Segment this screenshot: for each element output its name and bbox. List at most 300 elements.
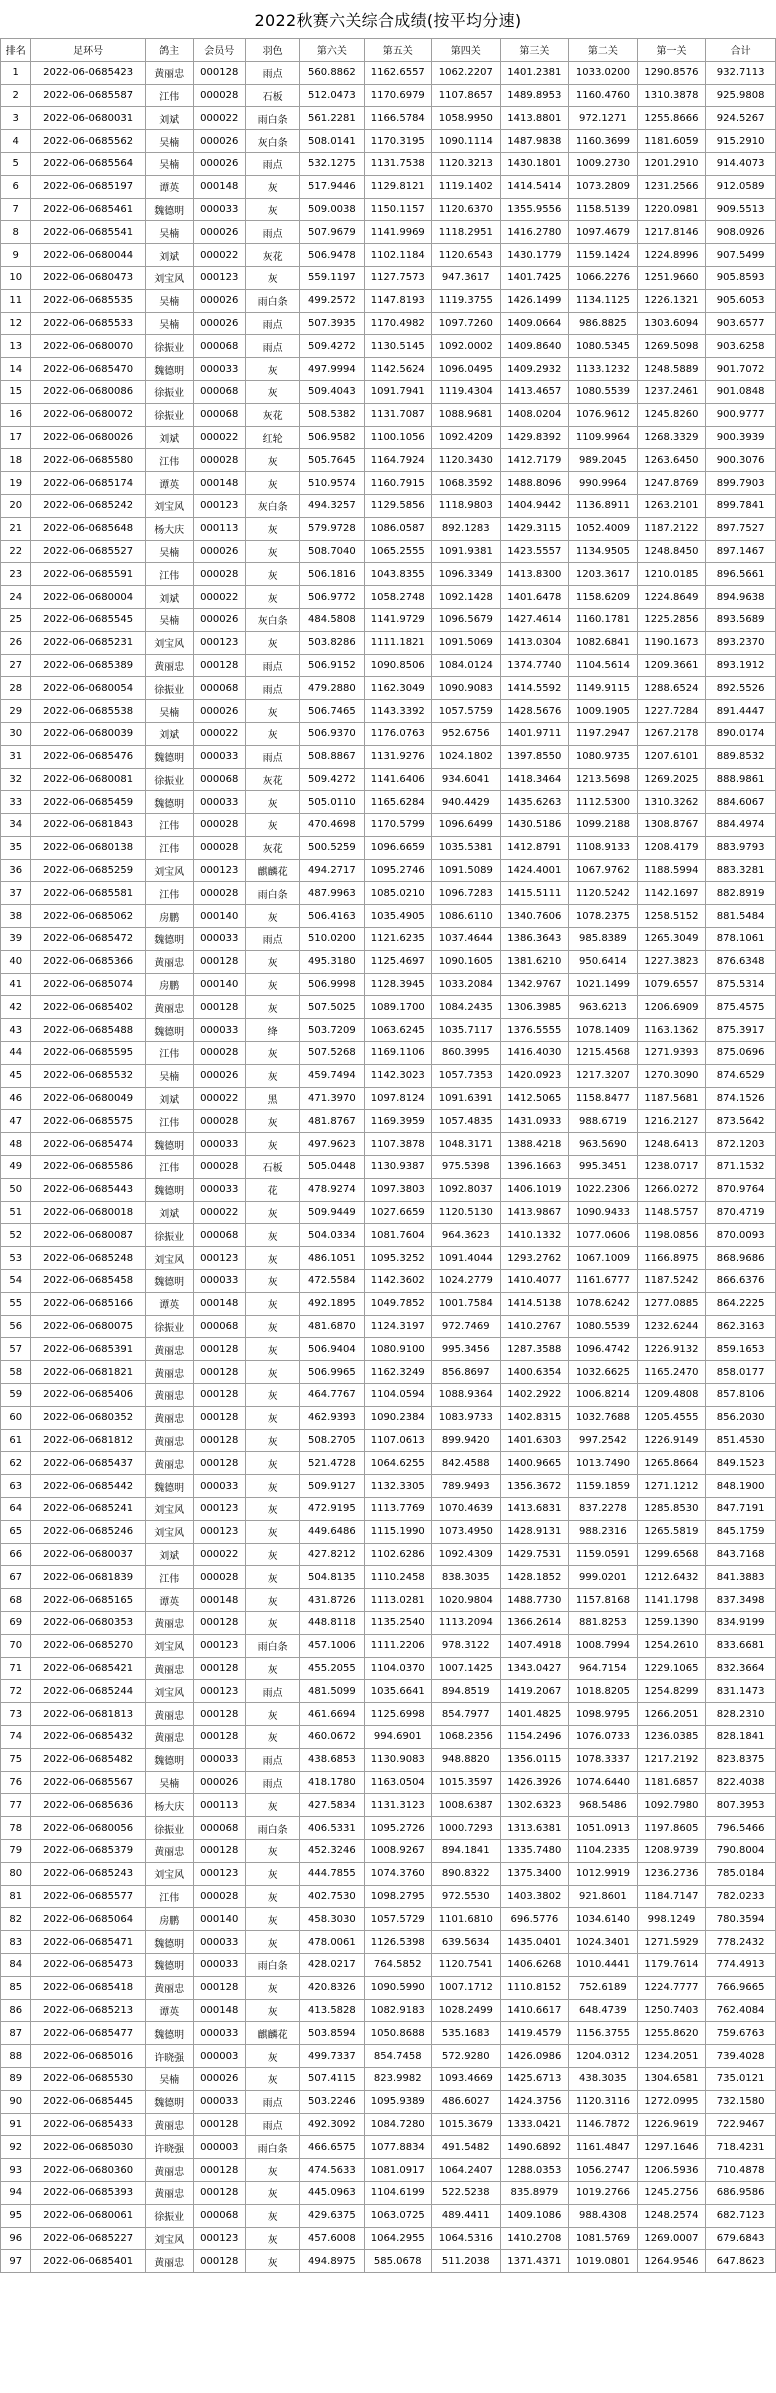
table-cell: 灰: [245, 266, 299, 289]
table-row: [1, 2067, 776, 2090]
table-cell: 黄丽忠: [145, 950, 193, 973]
table-cell: 1111.1821: [364, 631, 431, 654]
table-cell: 509.9449: [300, 1201, 364, 1224]
table-cell: 灰: [245, 1247, 299, 1270]
table-cell: 1101.6810: [432, 1908, 501, 1931]
table-cell: 000026: [193, 289, 245, 312]
table-cell: 灰: [245, 1862, 299, 1885]
table-cell: 903.6577: [706, 312, 776, 335]
table-cell: 1163.1362: [637, 1019, 706, 1042]
table-cell: 883.9793: [706, 836, 776, 859]
table-cell: 000028: [193, 1566, 245, 1589]
table-cell: 1335.7480: [500, 1839, 569, 1862]
table-cell: 000026: [193, 1064, 245, 1087]
table-cell: 房鹏: [145, 905, 193, 928]
table-cell: 刘斌: [145, 244, 193, 267]
table-cell: 1081.7604: [364, 1224, 431, 1247]
table-cell: 972.1271: [569, 107, 638, 130]
table-cell: 1238.0717: [637, 1156, 706, 1179]
table-cell: 江伟: [145, 1110, 193, 1133]
table-cell: 823.8375: [706, 1748, 776, 1771]
table-cell: 505.0110: [300, 791, 364, 814]
table-cell: 2022-06-0685166: [31, 1292, 145, 1315]
table-cell: 2022-06-0685406: [31, 1384, 145, 1407]
table-cell: 58: [1, 1361, 31, 1384]
table-cell: 33: [1, 791, 31, 814]
table-cell: 灰白条: [245, 130, 299, 153]
table-cell: 黄丽忠: [145, 1839, 193, 1862]
table-cell: 759.6763: [706, 2022, 776, 2045]
table-cell: 000148: [193, 175, 245, 198]
table-cell: 1401.4825: [500, 1703, 569, 1726]
table-cell: 4: [1, 130, 31, 153]
table-cell: 刘斌: [145, 426, 193, 449]
table-cell: 492.3092: [300, 2113, 364, 2136]
table-cell: 000068: [193, 1224, 245, 1247]
table-cell: 2022-06-0680056: [31, 1817, 145, 1840]
table-cell: 54: [1, 1270, 31, 1293]
table-cell: 000113: [193, 1794, 245, 1817]
table-row: [1, 517, 776, 540]
table-cell: 1226.9149: [637, 1429, 706, 1452]
table-cell: 2022-06-0680081: [31, 768, 145, 791]
table-cell: 吴楠: [145, 312, 193, 335]
table-cell: 1306.3985: [500, 996, 569, 1019]
table-cell: 1176.0763: [364, 722, 431, 745]
table-cell: 883.3281: [706, 859, 776, 882]
table-cell: 000128: [193, 996, 245, 1019]
table-cell: 510.9574: [300, 472, 364, 495]
table-cell: 782.0233: [706, 1885, 776, 1908]
table-cell: 000033: [193, 2090, 245, 2113]
table-cell: 1413.8300: [500, 563, 569, 586]
table-cell: 2022-06-0685474: [31, 1133, 145, 1156]
table-cell: 1415.5111: [500, 882, 569, 905]
table-cell: 灰: [245, 2204, 299, 2227]
table-cell: 魏德明: [145, 1133, 193, 1156]
table-cell: 648.4739: [569, 1999, 638, 2022]
table-cell: 27: [1, 654, 31, 677]
table-cell: 000022: [193, 426, 245, 449]
table-cell: 1095.2726: [364, 1817, 431, 1840]
table-cell: 494.8975: [300, 2250, 364, 2273]
table-cell: 73: [1, 1703, 31, 1726]
table-cell: 2022-06-0680031: [31, 107, 145, 130]
table-cell: 000128: [193, 1703, 245, 1726]
table-cell: 472.5584: [300, 1270, 364, 1293]
column-header: 足环号: [31, 39, 145, 62]
table-cell: 32: [1, 768, 31, 791]
table-cell: 1091.7941: [364, 380, 431, 403]
table-cell: 1413.8801: [500, 107, 569, 130]
table-cell: 魏德明: [145, 791, 193, 814]
table-cell: 832.3664: [706, 1657, 776, 1680]
table-cell: 2022-06-0685527: [31, 540, 145, 563]
table-cell: 1489.8953: [500, 84, 569, 107]
table-cell: 1401.6478: [500, 586, 569, 609]
table-cell: 1128.3945: [364, 973, 431, 996]
table-cell: 2022-06-0685379: [31, 1839, 145, 1862]
table-row: [1, 1657, 776, 1680]
table-cell: 魏德明: [145, 1270, 193, 1293]
table-cell: 1051.0913: [569, 1817, 638, 1840]
table-cell: 1208.9739: [637, 1839, 706, 1862]
table-cell: 雨点: [245, 312, 299, 335]
table-cell: 吴楠: [145, 289, 193, 312]
table-cell: 1427.4614: [500, 608, 569, 631]
table-cell: 1201.2910: [637, 152, 706, 175]
table-cell: 1113.0281: [364, 1589, 431, 1612]
table-row: [1, 130, 776, 153]
table-cell: 1088.9681: [432, 403, 501, 426]
table-cell: 1107.8657: [432, 84, 501, 107]
table-cell: 1146.7872: [569, 2113, 638, 2136]
table-cell: 1078.3337: [569, 1748, 638, 1771]
table-cell: 882.8919: [706, 882, 776, 905]
table-row: [1, 905, 776, 928]
table-cell: 1227.3823: [637, 950, 706, 973]
table-cell: 900.3076: [706, 449, 776, 472]
table-cell: 1009.2730: [569, 152, 638, 175]
table-cell: 1169.3959: [364, 1110, 431, 1133]
table-cell: 灰: [245, 1703, 299, 1726]
table-cell: 2022-06-0685062: [31, 905, 145, 928]
table-cell: 503.2246: [300, 2090, 364, 2113]
table-cell: 900.3939: [706, 426, 776, 449]
table-cell: 884.6067: [706, 791, 776, 814]
table-cell: 1129.8121: [364, 175, 431, 198]
table-cell: 1258.5152: [637, 905, 706, 928]
table-cell: 86: [1, 1999, 31, 2022]
table-cell: 江伟: [145, 449, 193, 472]
table-cell: 1091.9381: [432, 540, 501, 563]
table-cell: 1277.0885: [637, 1292, 706, 1315]
table-cell: 97: [1, 2250, 31, 2273]
table-cell: 10: [1, 266, 31, 289]
table-cell: 2022-06-0681839: [31, 1566, 145, 1589]
table-cell: 449.6486: [300, 1520, 364, 1543]
table-cell: 2022-06-0685595: [31, 1042, 145, 1065]
table-cell: 灰: [245, 1133, 299, 1156]
table-cell: 2022-06-0680018: [31, 1201, 145, 1224]
table-cell: 1157.8168: [569, 1589, 638, 1612]
table-cell: 1126.5398: [364, 1931, 431, 1954]
table-cell: 麒麟花: [245, 2022, 299, 2045]
table-cell: 灰: [245, 1885, 299, 1908]
table-cell: 1198.0856: [637, 1224, 706, 1247]
table-cell: 505.7645: [300, 449, 364, 472]
table-cell: 徐振业: [145, 1315, 193, 1338]
table-cell: 481.8767: [300, 1110, 364, 1133]
table-cell: 黄丽忠: [145, 1384, 193, 1407]
table-cell: 灰: [245, 700, 299, 723]
table-cell: 1217.3207: [569, 1064, 638, 1087]
table-cell: 2022-06-0685581: [31, 882, 145, 905]
table-cell: 460.0672: [300, 1725, 364, 1748]
table-cell: 21: [1, 517, 31, 540]
table-cell: 1412.7179: [500, 449, 569, 472]
table-cell: 74: [1, 1725, 31, 1748]
table-cell: 2022-06-0685586: [31, 1156, 145, 1179]
table-cell: 1080.5539: [569, 1315, 638, 1338]
table-cell: 461.6694: [300, 1703, 364, 1726]
table-cell: 1170.4982: [364, 312, 431, 335]
table-cell: 000123: [193, 1862, 245, 1885]
table-cell: 000033: [193, 198, 245, 221]
table-cell: 785.0184: [706, 1862, 776, 1885]
table-cell: 1100.1056: [364, 426, 431, 449]
table-cell: 1435.0401: [500, 1931, 569, 1954]
table-cell: 1409.8640: [500, 335, 569, 358]
table-cell: 1119.3755: [432, 289, 501, 312]
table-cell: 000026: [193, 2067, 245, 2090]
table-cell: 江伟: [145, 1042, 193, 1065]
table-cell: 灰: [245, 1520, 299, 1543]
table-cell: 61: [1, 1429, 31, 1452]
table-cell: 2022-06-0685246: [31, 1520, 145, 1543]
table-cell: 790.8004: [706, 1839, 776, 1862]
table-cell: 1076.0733: [569, 1725, 638, 1748]
table-cell: 2022-06-0685532: [31, 1064, 145, 1087]
table-cell: 1366.2614: [500, 1611, 569, 1634]
table-cell: 雨点: [245, 1748, 299, 1771]
table-cell: 灰: [245, 1657, 299, 1680]
table-row: [1, 608, 776, 631]
table-cell: 870.4719: [706, 1201, 776, 1224]
table-cell: 2022-06-0685473: [31, 1953, 145, 1976]
table-cell: 49: [1, 1156, 31, 1179]
table-cell: 1254.8299: [637, 1680, 706, 1703]
table-cell: 995.3451: [569, 1156, 638, 1179]
table-cell: 魏德明: [145, 1748, 193, 1771]
table-row: [1, 1201, 776, 1224]
table-row: [1, 1452, 776, 1475]
table-cell: 1074.6440: [569, 1771, 638, 1794]
table-cell: 934.6041: [432, 768, 501, 791]
table-cell: 1119.4304: [432, 380, 501, 403]
table-cell: 000140: [193, 973, 245, 996]
table-row: [1, 1178, 776, 1201]
table-cell: 2022-06-0685402: [31, 996, 145, 1019]
column-header: 第二关: [569, 39, 638, 62]
table-cell: 1209.3661: [637, 654, 706, 677]
table-cell: 481.6870: [300, 1315, 364, 1338]
table-row: [1, 2250, 776, 2273]
table-cell: 1263.6450: [637, 449, 706, 472]
table-cell: 000022: [193, 244, 245, 267]
table-cell: 1356.3672: [500, 1475, 569, 1498]
table-cell: 1015.3597: [432, 1771, 501, 1794]
table-cell: 吴楠: [145, 1771, 193, 1794]
header-row: [1, 39, 776, 62]
table-row: [1, 175, 776, 198]
table-cell: 1159.1859: [569, 1475, 638, 1498]
table-cell: 1043.8355: [364, 563, 431, 586]
table-cell: 1224.8996: [637, 244, 706, 267]
table-cell: 491.5482: [432, 2136, 501, 2159]
table-cell: 854.7977: [432, 1703, 501, 1726]
table-cell: 62: [1, 1452, 31, 1475]
table-cell: 1162.3049: [364, 677, 431, 700]
table-cell: 1435.6263: [500, 791, 569, 814]
table-cell: 78: [1, 1817, 31, 1840]
table-cell: 1022.2306: [569, 1178, 638, 1201]
table-cell: 837.2278: [569, 1498, 638, 1521]
table-cell: 000028: [193, 836, 245, 859]
table-cell: 509.9127: [300, 1475, 364, 1498]
table-cell: 灰: [245, 472, 299, 495]
table-cell: 2022-06-0685259: [31, 859, 145, 882]
table-cell: 雨点: [245, 1680, 299, 1703]
table-cell: 000123: [193, 1247, 245, 1270]
table-cell: 1410.6617: [500, 1999, 569, 2022]
table-row: [1, 1634, 776, 1657]
table-cell: 2022-06-0685471: [31, 1931, 145, 1954]
table-cell: 1208.4179: [637, 836, 706, 859]
table-row: [1, 1839, 776, 1862]
table-cell: 灰: [245, 1498, 299, 1521]
table-cell: 84: [1, 1953, 31, 1976]
table-cell: 459.7494: [300, 1064, 364, 1087]
table-cell: 雨点: [245, 1771, 299, 1794]
table-cell: 2022-06-0685545: [31, 608, 145, 631]
table-cell: 刘宝风: [145, 1247, 193, 1270]
table-cell: 30: [1, 722, 31, 745]
table-cell: 1104.0370: [364, 1657, 431, 1680]
table-cell: 1008.7994: [569, 1634, 638, 1657]
table-cell: 18: [1, 449, 31, 472]
table-cell: 1090.9083: [432, 677, 501, 700]
table-cell: 735.0121: [706, 2067, 776, 2090]
table-cell: 1082.6841: [569, 631, 638, 654]
table-row: [1, 700, 776, 723]
table-cell: 1251.9660: [637, 266, 706, 289]
table-row: [1, 1589, 776, 1612]
table-cell: 1063.0725: [364, 2204, 431, 2227]
table-cell: 2022-06-0680054: [31, 677, 145, 700]
table-cell: 刘宝风: [145, 1520, 193, 1543]
table-cell: 1136.8911: [569, 494, 638, 517]
table-cell: 000128: [193, 1406, 245, 1429]
table-cell: 1197.8605: [637, 1817, 706, 1840]
table-row: [1, 221, 776, 244]
table-cell: 20: [1, 494, 31, 517]
table-cell: 谭英: [145, 175, 193, 198]
table-cell: 873.5642: [706, 1110, 776, 1133]
table-cell: 1342.9767: [500, 973, 569, 996]
table-cell: 1113.2094: [432, 1611, 501, 1634]
table-cell: 1104.0594: [364, 1384, 431, 1407]
table-cell: 灰花: [245, 403, 299, 426]
table-cell: 1097.4679: [569, 221, 638, 244]
table-cell: 1217.8146: [637, 221, 706, 244]
table-cell: 53: [1, 1247, 31, 1270]
table-cell: 1141.9969: [364, 221, 431, 244]
table-cell: 刘斌: [145, 722, 193, 745]
table-cell: 1401.6303: [500, 1429, 569, 1452]
table-cell: 508.8867: [300, 745, 364, 768]
table-cell: 1248.6413: [637, 1133, 706, 1156]
table-cell: 1225.2856: [637, 608, 706, 631]
table-cell: 1245.2756: [637, 2181, 706, 2204]
table-row: [1, 928, 776, 951]
table-cell: 1413.4657: [500, 380, 569, 403]
table-cell: 696.5776: [500, 1908, 569, 1931]
table-cell: 2022-06-0685591: [31, 563, 145, 586]
table-cell: 2022-06-0685648: [31, 517, 145, 540]
table-cell: 963.5690: [569, 1133, 638, 1156]
table-cell: 2022-06-0681843: [31, 814, 145, 837]
table-cell: 83: [1, 1931, 31, 1954]
table-cell: 000128: [193, 1657, 245, 1680]
table-cell: 吴楠: [145, 540, 193, 563]
table-cell: 雨点: [245, 2090, 299, 2113]
table-cell: 506.9404: [300, 1338, 364, 1361]
table-cell: 1120.7541: [432, 1953, 501, 1976]
table-cell: 532.1275: [300, 152, 364, 175]
table-cell: 1110.2458: [364, 1566, 431, 1589]
table-cell: 黄丽忠: [145, 1725, 193, 1748]
table-cell: 1170.5799: [364, 814, 431, 837]
table-cell: 江伟: [145, 84, 193, 107]
table-cell: 2022-06-0680049: [31, 1087, 145, 1110]
table-cell: 978.3122: [432, 1634, 501, 1657]
table-row: [1, 722, 776, 745]
table-row: [1, 2136, 776, 2159]
table-cell: 1424.4001: [500, 859, 569, 882]
table-cell: 魏德明: [145, 1953, 193, 1976]
table-cell: 1487.9838: [500, 130, 569, 153]
table-body: [1, 61, 776, 2272]
table-cell: 1265.3049: [637, 928, 706, 951]
table-cell: 刘宝风: [145, 1862, 193, 1885]
table-cell: 964.3623: [432, 1224, 501, 1247]
table-row: [1, 335, 776, 358]
table-row: [1, 1475, 776, 1498]
table-cell: 1215.4568: [569, 1042, 638, 1065]
table-cell: 000068: [193, 403, 245, 426]
table-cell: 1008.9267: [364, 1839, 431, 1862]
table-cell: 1426.0986: [500, 2045, 569, 2068]
table-cell: 1019.2766: [569, 2181, 638, 2204]
table-cell: 2022-06-0685587: [31, 84, 145, 107]
table-cell: 绛: [245, 1019, 299, 1042]
table-cell: 刘宝风: [145, 494, 193, 517]
table-cell: 831.1473: [706, 1680, 776, 1703]
table-cell: 585.0678: [364, 2250, 431, 2273]
table-cell: 1216.2127: [637, 1110, 706, 1133]
table-cell: 92: [1, 2136, 31, 2159]
table-cell: 466.6575: [300, 2136, 364, 2159]
table-cell: 江伟: [145, 1885, 193, 1908]
table-cell: 1009.1905: [569, 700, 638, 723]
table-cell: 000028: [193, 882, 245, 905]
table-cell: 1264.9546: [637, 2250, 706, 2273]
table-cell: 1406.1019: [500, 1178, 569, 1201]
table-cell: 899.7903: [706, 472, 776, 495]
table-cell: 2022-06-0680061: [31, 2204, 145, 2227]
table-cell: 1131.9276: [364, 745, 431, 768]
table-cell: 874.1526: [706, 1087, 776, 1110]
table-cell: 灰: [245, 517, 299, 540]
table-row: [1, 586, 776, 609]
table-cell: 1190.1673: [637, 631, 706, 654]
table-cell: 1156.3755: [569, 2022, 638, 2045]
table-cell: 1037.4644: [432, 928, 501, 951]
table-cell: 2022-06-0685074: [31, 973, 145, 996]
table-cell: 1259.1390: [637, 1611, 706, 1634]
table-cell: 997.2542: [569, 1429, 638, 1452]
